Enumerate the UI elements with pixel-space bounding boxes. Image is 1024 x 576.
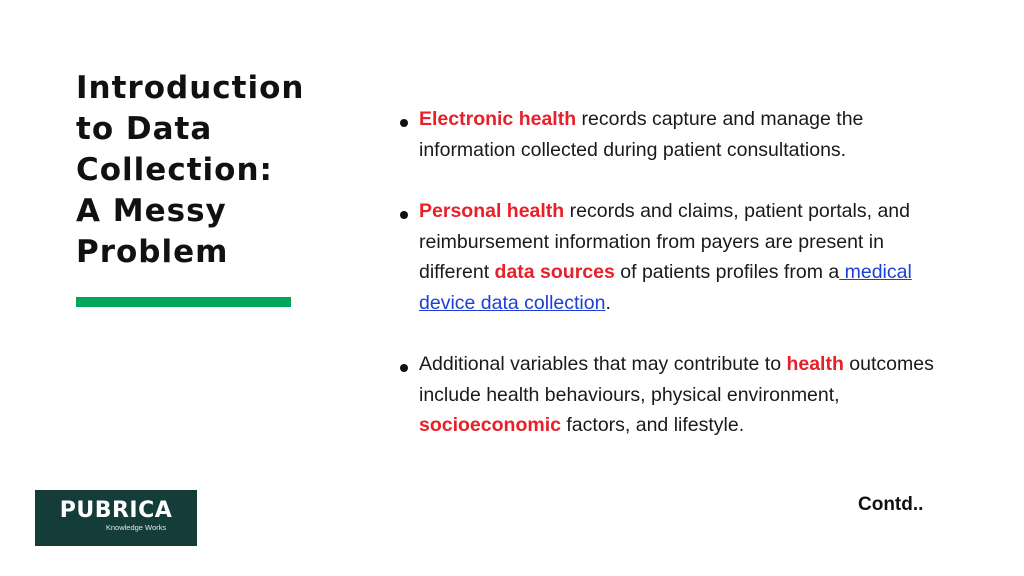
- title-accent-bar: [76, 297, 291, 307]
- bullet-text-segment: factors, and lifestyle.: [560, 414, 745, 436]
- bullet-text: [419, 108, 863, 161]
- bullet-text-segment: records and claims, patient portals, and reimbursement information from payers are present in different: [419, 200, 910, 283]
- bullet-text-segment: Additional variables that may contribute to: [419, 353, 787, 375]
- bullet-text: [419, 200, 912, 314]
- pubrica-logo: [35, 490, 197, 546]
- highlight-text: Electronic health: [419, 108, 577, 130]
- bullet-dot-icon: [400, 119, 408, 127]
- bullet-dot-icon: [400, 211, 408, 219]
- bullet-text-segment: outcomes include health behaviours, physical environment,: [419, 353, 934, 406]
- bullet-item: [398, 104, 958, 165]
- bullet-text-segment: .: [605, 291, 611, 314]
- bullet-item: [398, 349, 958, 441]
- highlight-text: data sources: [494, 261, 615, 283]
- bullet-text-segment: records capture and manage the information collected during patient consultations.: [419, 108, 864, 161]
- slide-title: Introduction to Data Collection: A Messy Problem: [76, 70, 305, 270]
- bullet-item: [398, 196, 958, 318]
- highlight-text: socioeconomic: [419, 414, 561, 436]
- bullet-text: [419, 353, 934, 436]
- medical-device-data-collection-link[interactable]: medical device data collection: [419, 261, 912, 314]
- logo-tagline: Knowledge Works: [105, 523, 167, 532]
- logo-wordmark: PUBRICA: [59, 498, 173, 523]
- bullet-list: [398, 104, 958, 472]
- highlight-text: Personal health: [419, 200, 565, 222]
- bullet-text-segment: of patients profiles from a: [614, 261, 840, 283]
- bullet-dot-icon: [400, 364, 408, 372]
- highlight-text: health: [786, 353, 844, 375]
- continued-label: Contd..: [858, 494, 924, 515]
